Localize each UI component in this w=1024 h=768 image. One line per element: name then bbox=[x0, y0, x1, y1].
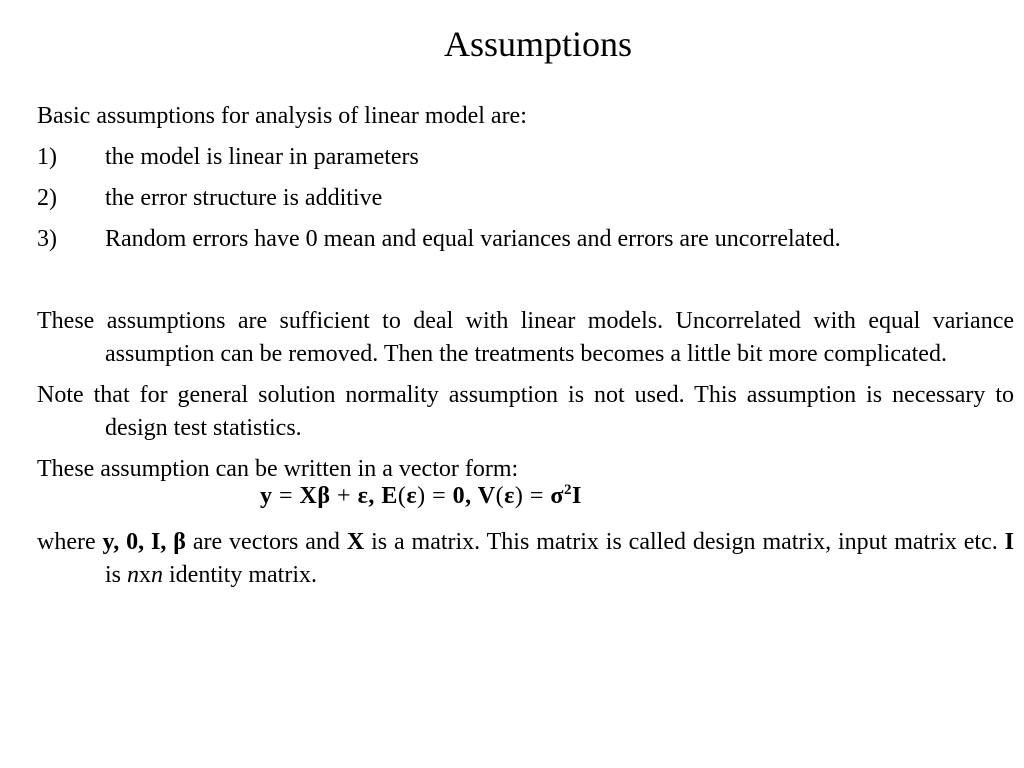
list-item bbox=[37, 182, 1014, 223]
identity-symbol: I bbox=[1004, 529, 1015, 555]
formula-plus: + bbox=[337, 483, 352, 509]
list-item bbox=[37, 141, 1014, 182]
list-item-text: the error structure is additive bbox=[105, 185, 383, 211]
list-item-number: 2) bbox=[37, 185, 57, 211]
formula-paren: ( bbox=[397, 483, 407, 509]
slide-body bbox=[37, 100, 1014, 600]
dimension-n: n bbox=[127, 562, 140, 588]
formula-xbeta: Xβ bbox=[299, 483, 331, 509]
formula-expectation: E bbox=[381, 483, 398, 509]
formula bbox=[260, 480, 582, 513]
where-text: identity matrix. bbox=[169, 562, 317, 588]
intro-text: Basic assumptions for analysis of linear model are: bbox=[37, 103, 527, 129]
list-item-number: 3) bbox=[37, 226, 57, 252]
spacer bbox=[37, 264, 1014, 305]
beta-symbol: β bbox=[173, 529, 186, 555]
where-text: are vectors and bbox=[192, 529, 340, 555]
list-item bbox=[37, 223, 1014, 264]
formula-variance: V bbox=[477, 483, 496, 509]
formula-zero: 0, bbox=[452, 483, 472, 509]
dimension-n: n bbox=[151, 562, 164, 588]
formula-sigma: σ bbox=[550, 483, 564, 509]
formula-epsilon: ε bbox=[406, 483, 418, 509]
vector-symbols: y, 0, I, bbox=[102, 529, 167, 555]
list-item-number: 1) bbox=[37, 144, 57, 170]
formula-epsilon: ε bbox=[504, 483, 515, 509]
paragraph-normality: Note that for general solution normality assumption is not used. This assumption is necessary to design test statistics. bbox=[37, 382, 1014, 441]
dimension-x: x bbox=[139, 562, 152, 588]
formula-paren: ) bbox=[514, 483, 524, 509]
list-item-text: Random errors have 0 mean and equal variances and errors are uncorrelated. bbox=[105, 226, 841, 252]
formula-equals: = bbox=[432, 483, 447, 509]
formula-equals: = bbox=[529, 483, 544, 509]
formula-display bbox=[37, 482, 1014, 526]
formula-epsilon: ε, bbox=[357, 483, 375, 509]
where-text: is a matrix. This matrix is called design matrix, input matrix etc. bbox=[371, 529, 998, 555]
formula-exponent: 2 bbox=[563, 482, 572, 498]
formula-identity: I bbox=[571, 483, 582, 509]
formula-paren: ) bbox=[417, 483, 426, 509]
slide-title: Assumptions bbox=[443, 24, 633, 64]
matrix-symbol: X bbox=[346, 529, 365, 555]
paragraph-vector-form: These assumption can be written in a vector form: bbox=[37, 456, 519, 482]
paragraph-sufficiency: These assumptions are sufficient to deal with linear models. Uncorrelated with equal variance assumption can be removed. Then the treatments becomes a little bit more complicated. bbox=[37, 308, 1014, 367]
formula-y: y bbox=[260, 483, 273, 509]
paragraph-where bbox=[37, 526, 1014, 592]
where-word: where bbox=[37, 529, 96, 555]
where-text: is bbox=[105, 562, 122, 588]
formula-paren: ( bbox=[495, 483, 505, 509]
formula-equals: = bbox=[279, 483, 294, 509]
list-item-text: the model is linear in parameters bbox=[105, 144, 419, 170]
